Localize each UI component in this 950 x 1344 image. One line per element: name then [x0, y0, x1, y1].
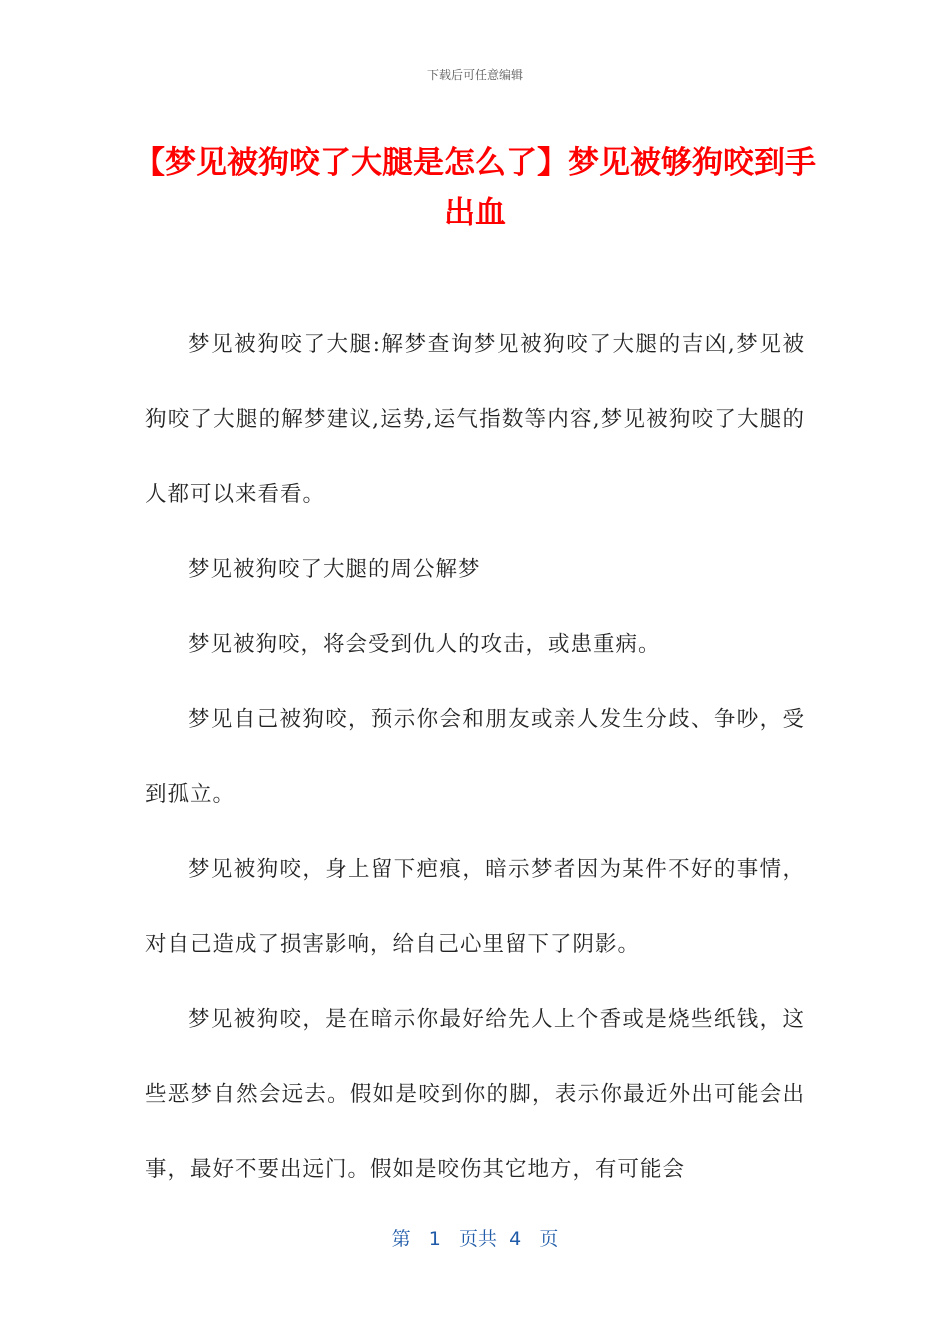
footer-label-total: 页共 [459, 1228, 498, 1250]
page-footer [0, 1224, 950, 1251]
document-title: 【梦见被狗咬了大腿是怎么了】梦见被够狗咬到手出血 [134, 145, 816, 231]
paragraph-6: 梦见被狗咬，是在暗示你最好给先人上个香或是烧些纸钱，这些恶梦自然会远去。假如是咬到你的脚，表示你最近外出可能会出事，最好不要出远门。假如是咬伤其它地方，有可能会 [145, 1007, 805, 1182]
footer-label-end: 页 [539, 1228, 559, 1250]
footer-total-pages: 4 [509, 1228, 522, 1250]
footer-label-page: 第 [391, 1228, 411, 1250]
header-note: 下载后可任意编辑 [426, 68, 523, 82]
paragraph-3: 梦见被狗咬，将会受到仇人的攻击，或患重病。 [188, 632, 661, 657]
paragraph-2: 梦见被狗咬了大腿的周公解梦 [188, 557, 481, 582]
footer-current-page: 1 [428, 1228, 441, 1250]
paragraph-4: 梦见自己被狗咬，预示你会和朋友或亲人发生分歧、争吵，受到孤立。 [145, 707, 805, 807]
document-body [145, 307, 805, 1207]
paragraph-5: 梦见被狗咬，身上留下疤痕，暗示梦者因为某件不好的事情，对自己造成了损害影响，给自己心里留下了阴影。 [145, 857, 805, 957]
paragraph-1: 梦见被狗咬了大腿:解梦查询梦见被狗咬了大腿的吉凶,梦见被狗咬了大腿的解梦建议,运势,运气指数等内容,梦见被狗咬了大腿的人都可以来看看。 [145, 332, 805, 507]
